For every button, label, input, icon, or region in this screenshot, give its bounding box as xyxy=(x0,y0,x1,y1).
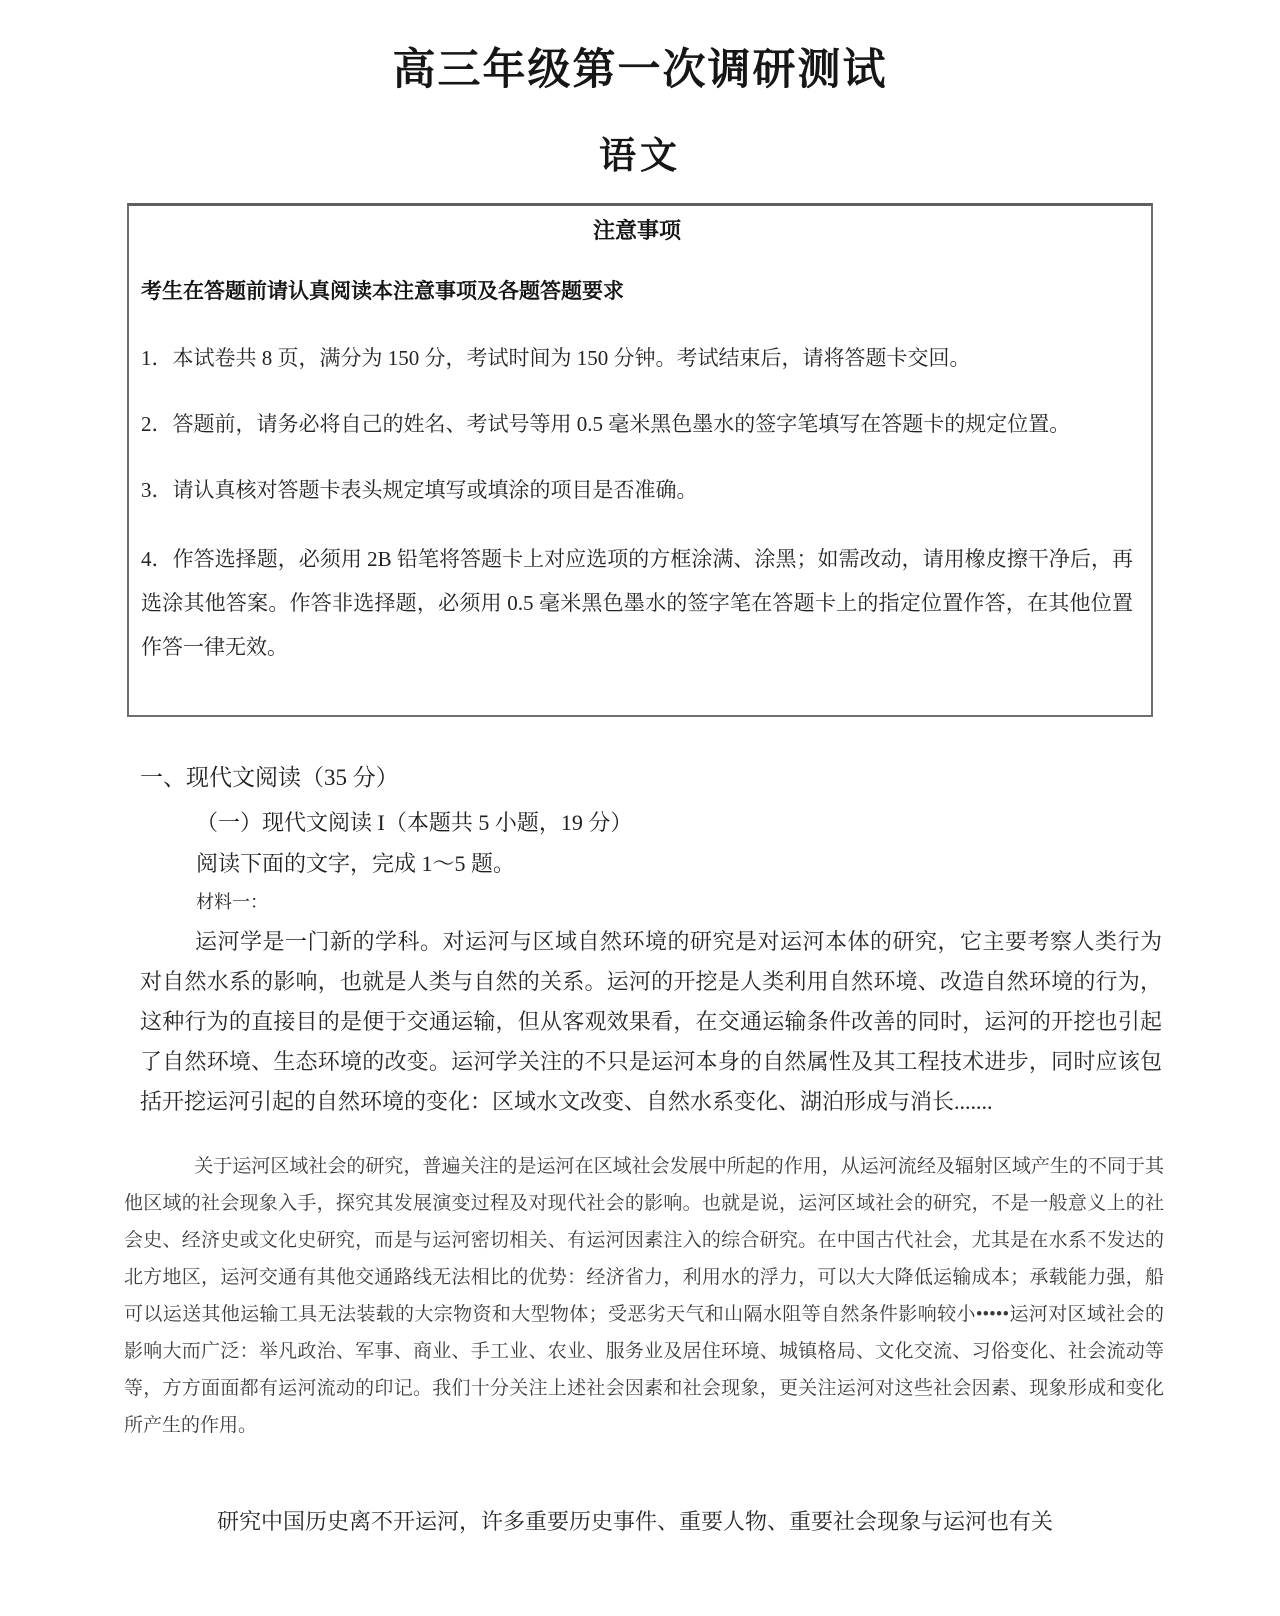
exam-content xyxy=(0,759,1280,1542)
document-title: 高三年级第一次调研测试 xyxy=(392,47,888,94)
section-heading-modern-reading: 一、现代文阅读（35 分） xyxy=(140,765,399,790)
material-paragraph-3: 研究中国历史离不开运河，许多重要历史事件、重要人物、重要社会现象与运河也有关 xyxy=(217,1509,1054,1534)
material-paragraph-2: 关于运河区域社会的研究，普遍关注的是运河在区域社会发展中所起的作用，从运河流经及辐射区域产生的不同于其他区域的社会现象入手，探究其发展演变过程及对现代社会的影响。也就是说，运河区域社会的研究，不是一般意义上的社会史、经济史或文化史研究，而是与运河密切相关、有运河因素注入的综合研究。在中国古代社会，尤其是在水系不发达的北方地区，运河交通有其他交通路线无法相比的优势：经济省力，利用水的浮力，可以大大降低运输成本；承载能力强，船可以运送其他运输工具无法装载的大宗物资和大型物体；受恶劣天气和山隔水阻等自然条件影响较小•••••运河对区域社会的影响大而广泛：举凡政治、军事、商业、手工业、农业、服务业及居住环境、城镇格局、文化交流、习俗变化、社会流动等等，方方面面都有运河流动的印记。我们十分关注上述社会因素和社会现象，更关注运河对这些社会因素、现象形成和变化所产生的作用。 xyxy=(124,1156,1164,1436)
notice-title: 注意事项 xyxy=(592,218,681,243)
notice-box xyxy=(127,203,1153,717)
notice-intro: 考生在答题前请认真阅读本注意事项及各题答题要求 xyxy=(141,280,624,303)
material-one-label: 材料一： xyxy=(196,892,268,912)
subsection-heading-reading-1: （一）现代文阅读 I（本题共 5 小题，19 分） xyxy=(196,810,633,835)
reading-instruction: 阅读下面的文字，完成 1～5 题。 xyxy=(196,851,516,876)
notice-item-3: 3．请认真核对答题卡表头规定填写或填涂的项目是否准确。 xyxy=(141,478,698,502)
subject-title: 语文 xyxy=(599,136,681,177)
notice-item-1: 1．本试卷共 8 页，满分为 150 分，考试时间为 150 分钟。考试结束后，请将答题卡交回。 xyxy=(141,346,971,370)
notice-item-4: 4．作答选择题，必须用 2B 铅笔将答题卡上对应选项的方框涂满、涂黑；如需改动，请用橡皮擦干净后，再选涂其他答案。作答非选择题，必须用 0.5 毫米黑色墨水的签字笔在答题卡上的指定位置作答，在其他位置作答一律无效。 xyxy=(141,547,1133,659)
material-paragraph-1: 运河学是一门新的学科。对运河与区域自然环境的研究是对运河本体的研究，它主要考察人类行为对自然水系的影响，也就是人类与自然的关系。运河的开挖是人类利用自然环境、改造自然环境的行为，这种行为的直接目的是便于交通运输，但从客观效果看，在交通运输条件改善的同时，运河的开挖也引起了自然环境、生态环境的改变。运河学关注的不只是运河本身的自然属性及其工程技术进步，同时应该包括开挖运河引起的自然环境的变化：区域水文改变、自然水系变化、湖泊形成与消长....... xyxy=(140,929,1162,1114)
notice-item-2: 2．答题前，请务必将自己的姓名、考试号等用 0.5 毫米黑色墨水的签字笔填写在答题卡的规定位置。 xyxy=(141,412,1071,436)
